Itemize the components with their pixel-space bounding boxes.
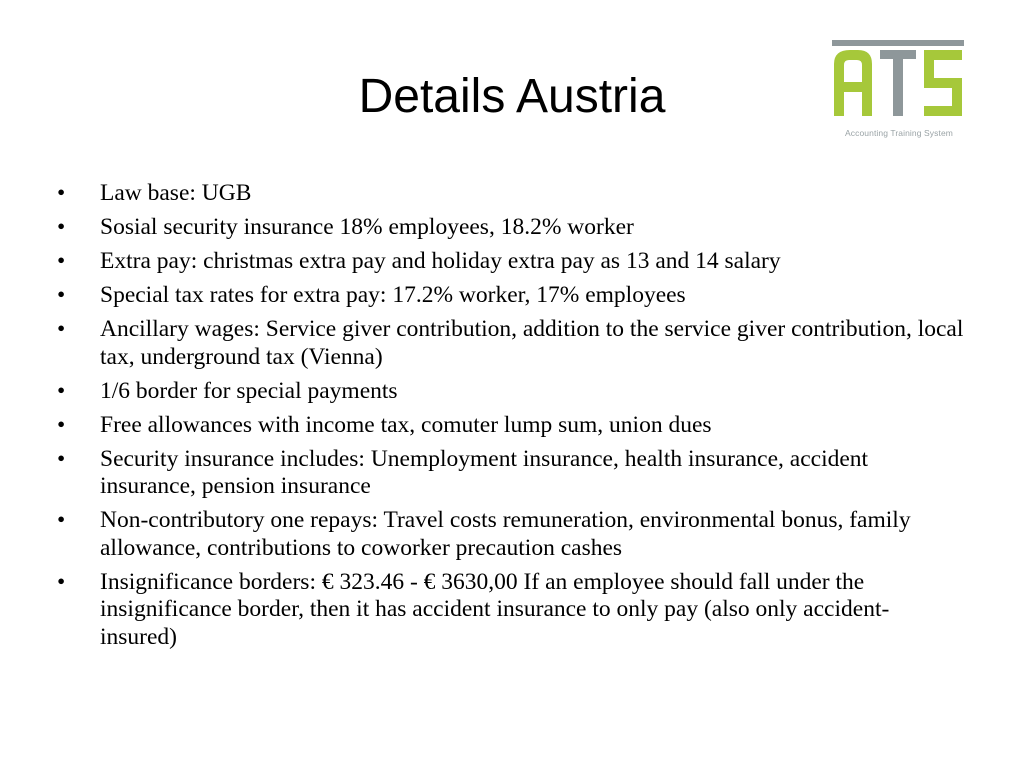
bullet-dot: • <box>57 180 66 206</box>
bullet-text: Special tax rates for extra pay: 17.2% worker, 17% employees <box>100 282 686 308</box>
bullet-dot: • <box>57 445 66 472</box>
bullet-dot: • <box>57 248 66 274</box>
bullet-text: 1/6 border for special payments <box>100 377 398 404</box>
bullet-text: Security insurance includes: Unemployment insurance, health insurance, accident insurance, pension insurance <box>100 445 869 499</box>
bullet-item <box>0 378 1024 406</box>
bullet-item <box>0 248 1024 276</box>
bullet-item <box>0 446 1024 501</box>
bullet-text: Sosial security insurance 18% employees, 18.2% worker <box>100 214 634 240</box>
ats-logo <box>828 38 970 146</box>
bullet-item <box>0 282 1024 310</box>
bullet-item <box>0 214 1024 242</box>
bullet-dot: • <box>57 316 66 342</box>
bullet-text: Extra pay: christmas extra pay and holiday extra pay as 13 and 14 salary <box>100 248 781 274</box>
bullet-dot: • <box>57 507 66 533</box>
bullet-dot: • <box>57 411 66 438</box>
bullet-dot: • <box>57 214 66 240</box>
bullet-text: Insignificance borders: € 323.46 - € 3630,00 If an employee should fall under the insignificance border, then it has accident insurance to only pay (also only accident-insured) <box>100 568 890 650</box>
bullet-dot: • <box>57 377 66 404</box>
slide-title: Details Austria <box>358 70 666 123</box>
bullet-item <box>0 569 1024 652</box>
bullet-dot: • <box>57 568 66 595</box>
bullet-text: Non-contributory one repays: Travel costs remuneration, environmental bonus, family allowance, contributions to coworker precaution cashes <box>100 507 911 561</box>
bullet-item <box>0 412 1024 440</box>
bullet-item <box>0 180 1024 208</box>
bullet-list <box>0 180 1024 658</box>
bullet-item <box>0 316 1024 371</box>
bullet-text: Law base: UGB <box>100 180 252 206</box>
bullet-text: Ancillary wages: Service giver contribution, addition to the service giver contribution, local tax, underground tax (Vienna) <box>100 316 964 370</box>
ats-logo-caption: Accounting Training System <box>845 128 953 138</box>
ats-logo-mark <box>828 38 970 128</box>
bullet-text: Free allowances with income tax, comuter lump sum, union dues <box>100 411 712 438</box>
bullet-item <box>0 507 1024 562</box>
bullet-dot: • <box>57 282 66 308</box>
